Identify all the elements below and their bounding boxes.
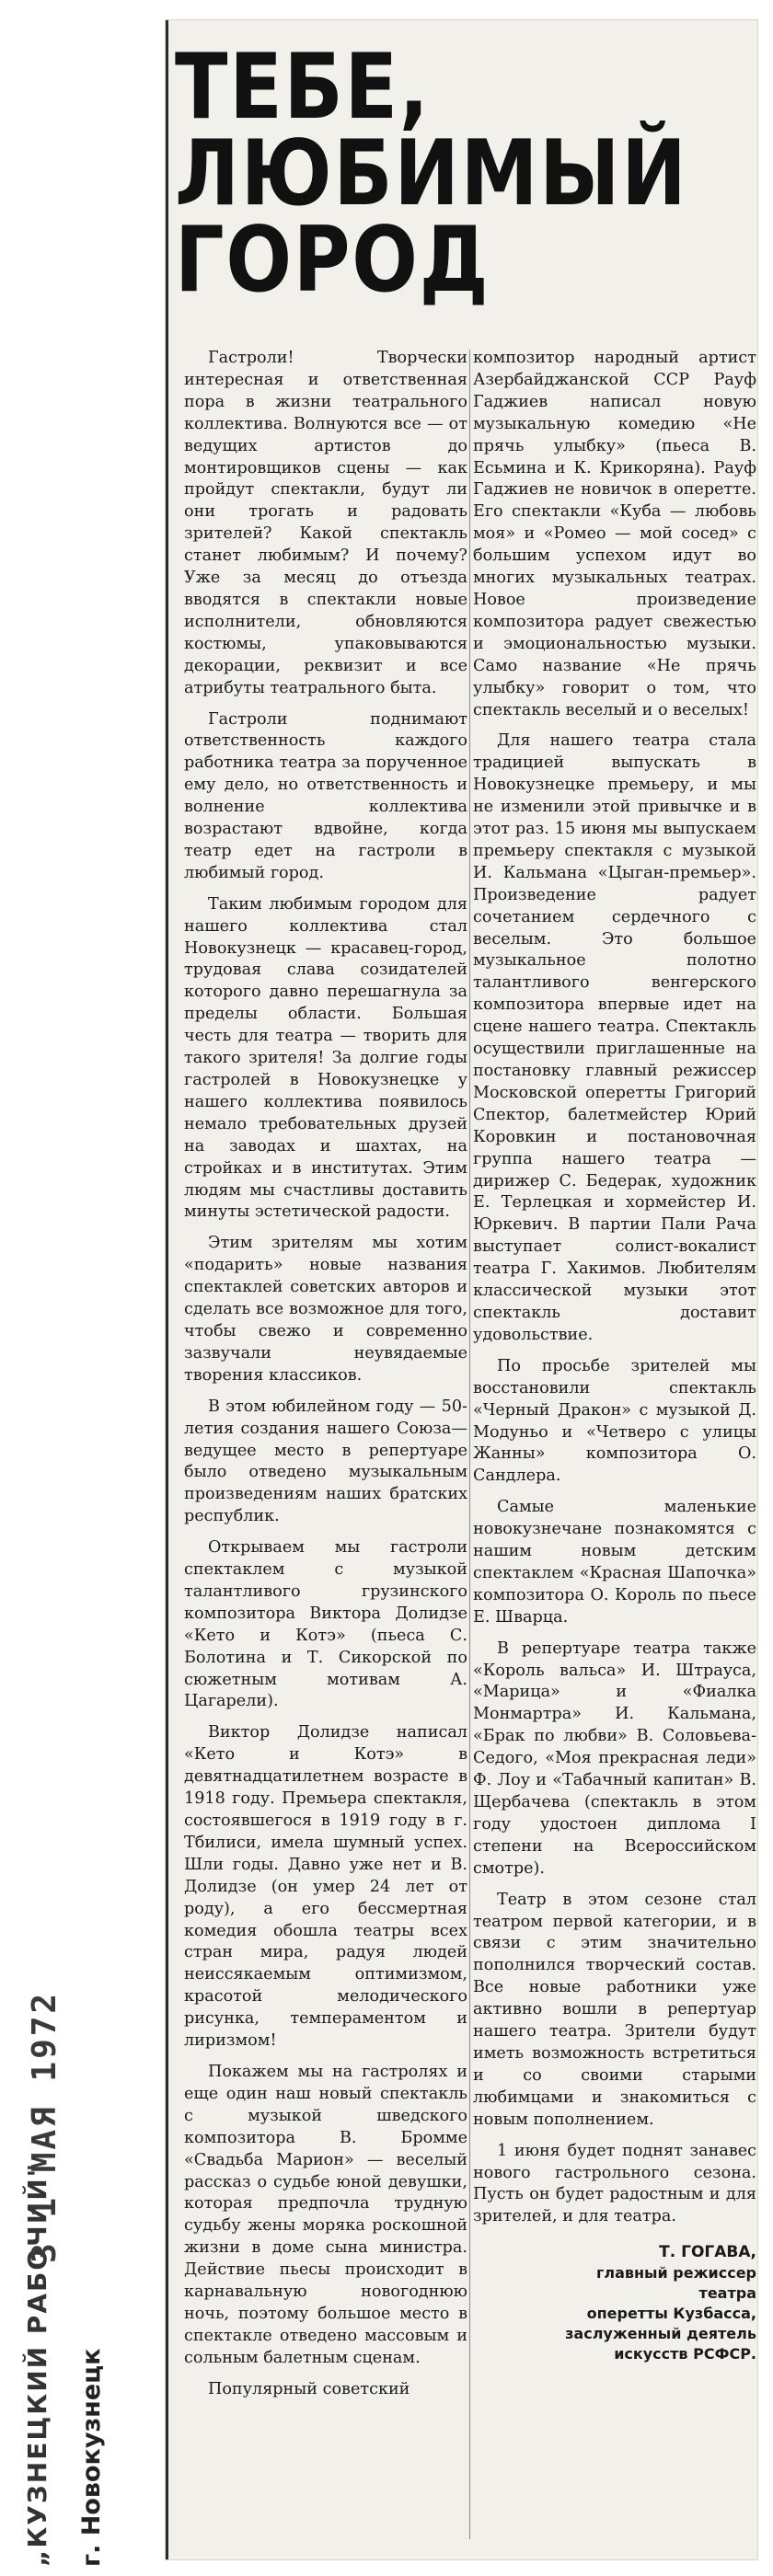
paragraph: Для нашего театра стала традицией выпускать в Новокузнецке премьеру, и мы не изменили этой привычке и в этот раз. 15 июня мы выпускаем премьеру спектакля с музыкой И. Кальмана «Цыган-премьер». Произведение радует сочетанием сердечного с веселым. Это большое музыкальное полотно талантливого венгерского композитора впервые идет на сцене нашего театра. Спектакль осуществили приглашенные на постановку главный режиссер Московской оперетты Григорий Спектор, балетмейстер Юрий Коровкин и постановочная группа нашего театра — дирижер С. Бедерак, художник Е. Терлецкая и хормейстер И. Юркевич. В партии Пали Рача выступает солист-вокалист театра Г. Хакимов. Любителям классической музыки этот спектакль доставит удовольствие. [473, 731, 756, 1344]
author-title-line: главный режиссер [595, 2264, 756, 2283]
paragraph: 1 июня будет поднят занавес нового гастрольного сезона. Пусть он будет радостным и для зрителей, и для театра. [473, 2141, 756, 2226]
paragraph: По просьбе зрителей мы восстановили спектакль «Черный Дракон» с музыкой Д. Модуньо и «Четверо с улицы Жанны» композитора О. Сандлера. [473, 1356, 756, 1486]
paragraph: Открываем мы гастроли спектаклем с музыкой талантливого грузинского композитора Виктора Долидзе «Кето и Котэ» (пьеса С. Болотина и Т. Сикорской по сюжетным мотивам А. Цагарели). [184, 1538, 467, 1711]
paragraph: Гастроли поднимают ответственность каждого работника театра за порученное ему дело, но ответственность и волнение коллектива возрастают вдвойне, когда театр едет на гастроли в любимый город. [184, 709, 467, 882]
paragraph: Виктор Долидзе написал «Кето и Котэ» в девятнадцатилетнем возрасте в 1918 году. Премьера спектакля, состоявшегося в 1919 году в г. Тбилиси, имела шумный успех. Шли годы. Давно уже нет и В. Долидзе (он умер 24 лет от роду), а его бессмертная комедия обошла театры всех стран мира, радуя людей неиссякаемым оптимизмом, красотой мелодического рисунка, темпераментом и лиризмом! [184, 1723, 467, 2051]
author-title-line: искусств РСФСР. [614, 2345, 756, 2363]
paragraph: Популярный советский [208, 2379, 410, 2398]
author-title-line: театра [698, 2284, 756, 2303]
paragraph: Таким любимым городом для нашего коллектива стал Новокузнецк — красавец-город, трудовая слава созидателей которого давно перешагнула за пределы области. Большая честь для театра — творить для такого зрителя! За долгие годы гастролей в Новокузнецке у нашего коллектива появилось немало требовательных друзей на заводах и шахтах, на стройках и в институтах. Этим людям мы счастливы доставить минуты эстетической радости. [184, 894, 467, 1222]
paragraph: Театр в этом сезоне стал театром первой категории, и в связи с этим значительно пополнился творческий состав. Все новые работники уже активно вошли в репертуар нашего театра. Зрители будут иметь возможность встретиться и со своими старыми любимцами и знакомиться с новым пополнением. [473, 1890, 756, 2129]
headline-line-3: ГОРОД [175, 208, 490, 313]
left-column [184, 348, 467, 2410]
author-name: Т. ГОГАВА, [659, 2243, 756, 2262]
stamp-city: г. Новокузнецк [77, 2348, 106, 2567]
author-title-line: заслуженный деятель [565, 2325, 756, 2343]
stamp-date: 3 1 МАЯ 1972 [26, 1990, 63, 2263]
paragraph: Этим зрителям мы хотим «подарить» новые названия спектаклей советских авторов и сделать все возможное для того, чтобы свежо и современно зазвучали неувядаемые творения классиков. [184, 1234, 467, 1385]
headline-line-2: ЛЮБИМЫЙ [175, 121, 688, 226]
author-title-line: оперетты Кузбасса, [586, 2305, 756, 2323]
paragraph: Гастроли! Творчески интересная и ответственная пора в жизни театрального коллектива. Волнуются все — от ведущих артистов до монтировщиков сцены — как пройдут спектакли, будут ли они трогать и радовать зрителей? Какой спектакль станет любимым? И почему? Уже за месяц до отъезда вводятся в спектакли новые исполнители, обновляются костюмы, упаковываются декорации, реквизит и все атрибуты театрального быта. [184, 349, 467, 697]
article-headline [175, 35, 688, 313]
paragraph: Покажем мы на гастролях и еще один наш новый спектакль с музыкой шведского композитора В. Бромме «Свадьба Марион» — веселый рассказ о судьбе юной девушки, которая предпочла трудную судьбу жены моряка роскошной жизни в доме сына министра. Действие пьесы происходит в карнавальную новогоднюю ночь, поэтому большое место в спектакле отведено массовым и сольным балетным сценам. [184, 2062, 467, 2367]
column-divider [469, 350, 470, 2539]
right-column [473, 348, 756, 2364]
stamp-source: „КУЗНЕЦКИЙ РАБОЧИЙ" [22, 2161, 52, 2567]
paragraph-continuation: композитор народный артист Азербайджанской ССР Рауф Гаджиев написал новую музыкальную комедию «Не прячь улыбку» (пьеса В. Есьмина и К. Крикоряна). Рауф Гаджиев не новичок в оперетте. Его спектакли «Куба — любовь моя» и «Ромео — мой сосед» с большим успехом идут во многих музыкальных театрах. Новое произведение композитора радует свежестью и эмоциональностью музыки. Само название «Не прячь улыбку» говорит о том, что спектакль веселый и о веселых! [473, 349, 756, 719]
paragraph: В репертуаре театра также «Король вальса» И. Штрауса, «Марица» и «Фиалка Монмартра» И. Кальмана, «Брак по любви» В. Соловьева-Седого, «Моя прекрасная леди» Ф. Лоу и «Табачный капитан» В. Щербачева (спектакль в этом году удостоен диплома I степени на Всероссийском смотре). [473, 1639, 756, 1878]
paragraph: Самые маленькие новокузнечане познакомятся с нашим новым детским спектаклем «Красная Шапочка» композитора О. Король по пьесе Е. Шварца. [473, 1498, 756, 1627]
headline-line-1: ТЕБЕ, [175, 35, 431, 140]
paragraph: В этом юбилейном году — 50-летия создания нашего Союза—ведущее место в репертуаре было отведено музыкальным произведениям наших братских республик. [184, 1397, 467, 1526]
archive-stamp [18, 1868, 147, 2567]
author-signature [473, 2241, 756, 2364]
